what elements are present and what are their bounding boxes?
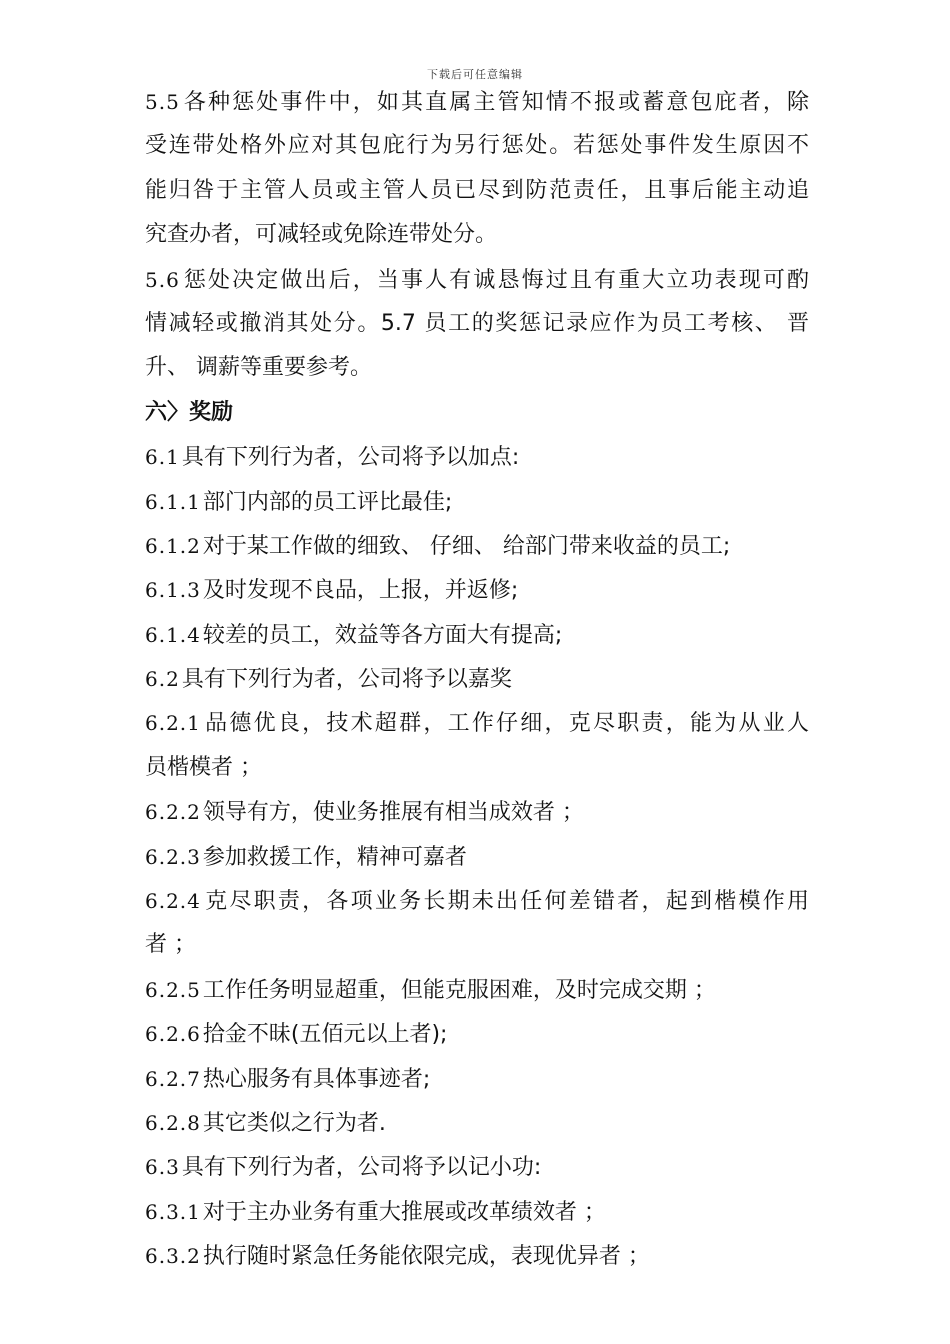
clause-number: 6.3.1 (145, 1199, 201, 1224)
clause-number: 6.1 (145, 445, 180, 470)
text-line (145, 746, 809, 790)
text-line (145, 1012, 809, 1056)
clause-number: 6.2.5 (145, 977, 201, 1002)
text-line (145, 124, 809, 168)
line-text: 部门内部的员工评比最佳; (202, 489, 453, 515)
text-line (145, 258, 809, 302)
clause-number: 5.6 (145, 267, 180, 292)
clause-number: 6.3 (145, 1155, 180, 1180)
section-heading (145, 391, 809, 435)
line-text: 能归咎于主管人员或主管人员已尽到防范责任，且事后能主动追 (145, 177, 809, 203)
line-text: 其它类似之行为者. (202, 1110, 386, 1136)
line-text: 工作任务明显超重，但能克服困难，及时完成交期 ； (202, 977, 716, 1003)
text-line (145, 701, 809, 745)
text-line (145, 1190, 809, 1234)
clause-number: 6.2 (145, 667, 180, 692)
text-line (145, 435, 809, 479)
clause-number: 6.3.2 (145, 1244, 201, 1269)
line-text: 拾金不昧(五佰元以上者); (202, 1022, 448, 1048)
line-text: 对于某工作做的细致、 仔细、 给部门带来收益的员工; (202, 533, 731, 559)
text-line (145, 879, 809, 923)
text-line (145, 346, 809, 390)
line-text: 及时发现不良品，上报，并返修; (202, 578, 519, 604)
text-line (145, 613, 809, 657)
line-text: 情减轻或撤消其处分。5.7 员工的奖惩记录应作为员工考核、 晋 (145, 310, 809, 336)
clause-number: 6.1.3 (145, 578, 201, 603)
clause-number: 6.1.1 (145, 489, 201, 514)
line-text: 品德优良，技术超群，工作仔细，克尽职责，能为从业人 (202, 711, 809, 737)
line-text: 升、 调薪等重要参考。 (145, 355, 372, 381)
line-text: 受连带处格外应对其包庇行为另行惩处。若惩处事件发生原因不 (145, 133, 809, 159)
text-line (145, 302, 809, 346)
clause-number: 6.2.2 (145, 800, 201, 825)
text-line (145, 1145, 809, 1189)
clause-number: 6.2.7 (145, 1066, 201, 1091)
line-text: 对于主办业务有重大推展或改革绩效者 ； (202, 1199, 606, 1225)
clause-number: 6.2.8 (145, 1110, 201, 1135)
line-text: 克尽职责，各项业务长期未出任何差错者，起到楷模作用 (202, 889, 809, 915)
line-text: 热心服务有具体事迹者; (202, 1066, 431, 1092)
line-text: 六〉奖励 (145, 399, 234, 425)
text-line (145, 213, 809, 257)
page-header-note: 下载后可任意编辑 (427, 68, 523, 81)
text-line (145, 790, 809, 834)
clause-number: 6.2.1 (145, 711, 201, 736)
clause-number: 6.2.3 (145, 844, 201, 869)
text-line (145, 835, 809, 879)
clause-number: 6.1.2 (145, 533, 201, 558)
line-text: 者 ； (145, 932, 196, 958)
line-text: 具有下列行为者，公司将予以加点: (181, 445, 520, 471)
line-text: 执行随时紧急任务能依限完成，表现优异者 ； (202, 1244, 650, 1270)
text-line (145, 480, 809, 524)
text-line (145, 524, 809, 568)
line-text: 各种惩处事件中，如其直属主管知情不报或蓄意包庇者，除 (181, 90, 809, 115)
document-body (145, 80, 809, 1279)
line-text: 参加救援工作，精神可嘉者 (202, 844, 467, 870)
text-line (145, 1234, 809, 1278)
text-line (145, 169, 809, 213)
text-line (145, 968, 809, 1012)
text-line (145, 568, 809, 612)
line-text: 惩处决定做出后，当事人有诚恳悔过且有重大立功表现可酌 (181, 267, 809, 293)
line-text: 较差的员工，效益等各方面大有提高; (202, 622, 563, 648)
line-text: 具有下列行为者，公司将予以嘉奖 (181, 667, 512, 693)
clause-number: 6.2.4 (145, 889, 201, 914)
text-line (145, 923, 809, 967)
text-line (145, 80, 809, 124)
text-line (145, 657, 809, 701)
line-text: 具有下列行为者，公司将予以记小功: (181, 1155, 542, 1181)
clause-number: 6.1.4 (145, 622, 201, 647)
line-text: 究查办者，可减轻或免除连带处分。 (145, 222, 498, 248)
clause-number: 5.5 (145, 90, 180, 114)
line-text: 领导有方，使业务推展有相当成效者 ； (202, 800, 584, 826)
text-line (145, 1101, 809, 1145)
line-text: 员楷模者 ； (145, 754, 262, 780)
clause-number: 6.2.6 (145, 1022, 201, 1047)
text-line (145, 1057, 809, 1101)
